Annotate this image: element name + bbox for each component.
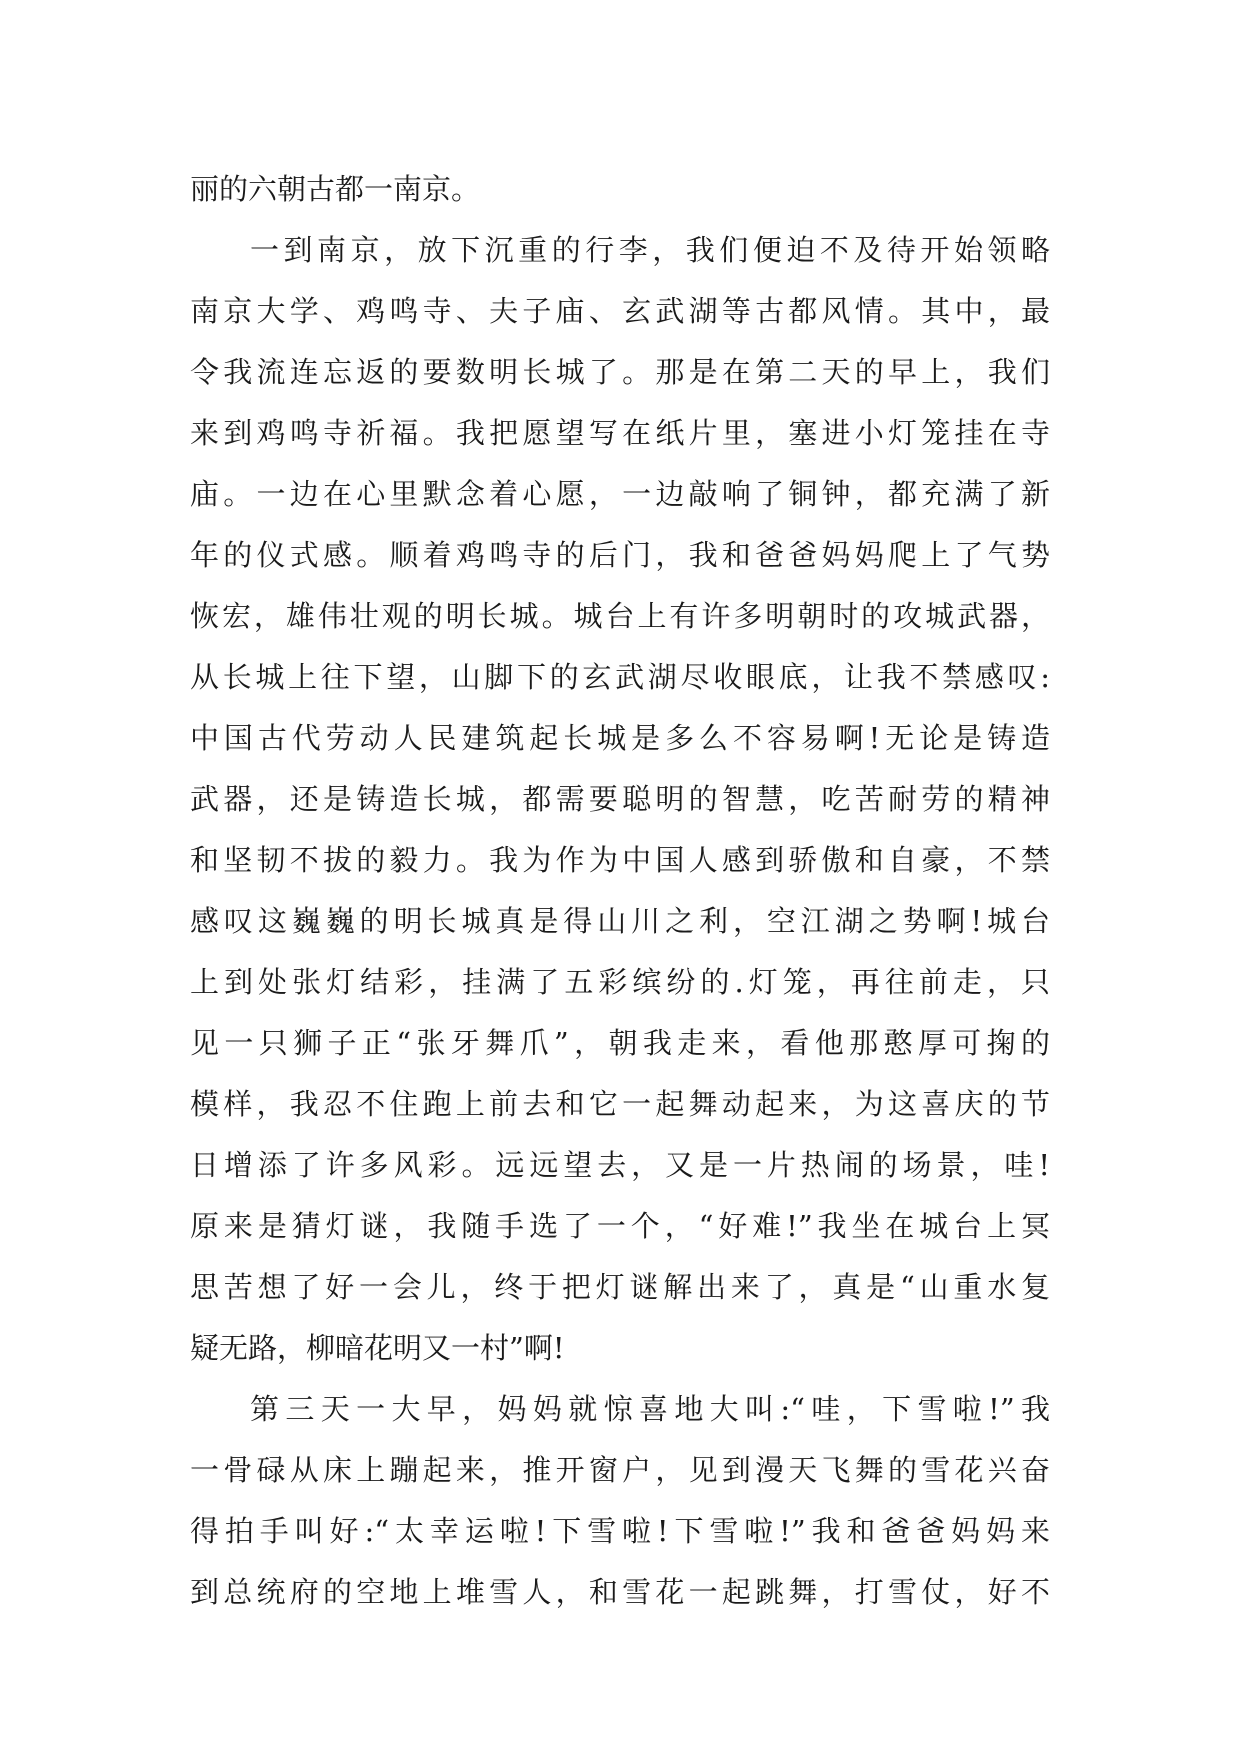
text-line: 感叹这巍巍的明长城真是得山川之利，空江湖之势啊!城台 (190, 904, 1050, 938)
text-line: 原来是猜灯谜，我随手选了一个，“好难!”我坐在城台上冥 (190, 1209, 1050, 1243)
text-line: 令我流连忘返的要数明长城了。那是在第二天的早上，我们 (190, 355, 1050, 389)
text-line: 得拍手叫好:“太幸运啦!下雪啦!下雪啦!”我和爸爸妈妈来 (190, 1514, 1050, 1548)
text-line: 武器，还是铸造长城，都需要聪明的智慧，吃苦耐劳的精神 (190, 782, 1050, 816)
text-line: 来到鸡鸣寺祈福。我把愿望写在纸片里，塞进小灯笼挂在寺 (190, 416, 1050, 450)
text-line: 第三天一大早，妈妈就惊喜地大叫:“哇，下雪啦!”我 (250, 1392, 1050, 1426)
text-line: 庙。一边在心里默念着心愿，一边敲响了铜钟，都充满了新 (190, 477, 1050, 511)
text-line: 恢宏，雄伟壮观的明长城。城台上有许多明朝时的攻城武器， (190, 599, 1050, 633)
text-line: 南京大学、鸡鸣寺、夫子庙、玄武湖等古都风情。其中，最 (190, 294, 1050, 328)
text-line: 模样，我忍不住跑上前去和它一起舞动起来，为这喜庆的节 (190, 1087, 1050, 1121)
text-line: 日增添了许多风彩。远远望去，又是一片热闹的场景，哇! (190, 1148, 1050, 1182)
text-line: 和坚韧不拔的毅力。我为作为中国人感到骄傲和自豪，不禁 (190, 843, 1050, 877)
text-line: 中国古代劳动人民建筑起长城是多么不容易啊!无论是铸造 (190, 721, 1050, 755)
text-line: 思苦想了好一会儿，终于把灯谜解出来了，真是“山重水复 (190, 1270, 1050, 1304)
body-text (190, 159, 1050, 1623)
text-line: 见一只狮子正“张牙舞爪”，朝我走来，看他那憨厚可掬的 (190, 1026, 1050, 1060)
text-line: 从长城上往下望，山脚下的玄武湖尽收眼底，让我不禁感叹: (190, 660, 1050, 694)
text-line: 年的仪式感。顺着鸡鸣寺的后门，我和爸爸妈妈爬上了气势 (190, 538, 1050, 572)
text-line: 一骨碌从床上蹦起来，推开窗户，见到漫天飞舞的雪花兴奋 (190, 1453, 1050, 1487)
text-line: 到总统府的空地上堆雪人，和雪花一起跳舞，打雪仗，好不 (190, 1575, 1050, 1609)
text-line: 疑无路，柳暗花明又一村”啊! (190, 1331, 565, 1365)
text-line: 丽的六朝古都一南京。 (190, 172, 481, 206)
text-line: 一到南京，放下沉重的行李，我们便迫不及待开始领略 (250, 233, 1050, 267)
text-line: 上到处张灯结彩，挂满了五彩缤纷的.灯笼，再往前走，只 (190, 965, 1050, 999)
